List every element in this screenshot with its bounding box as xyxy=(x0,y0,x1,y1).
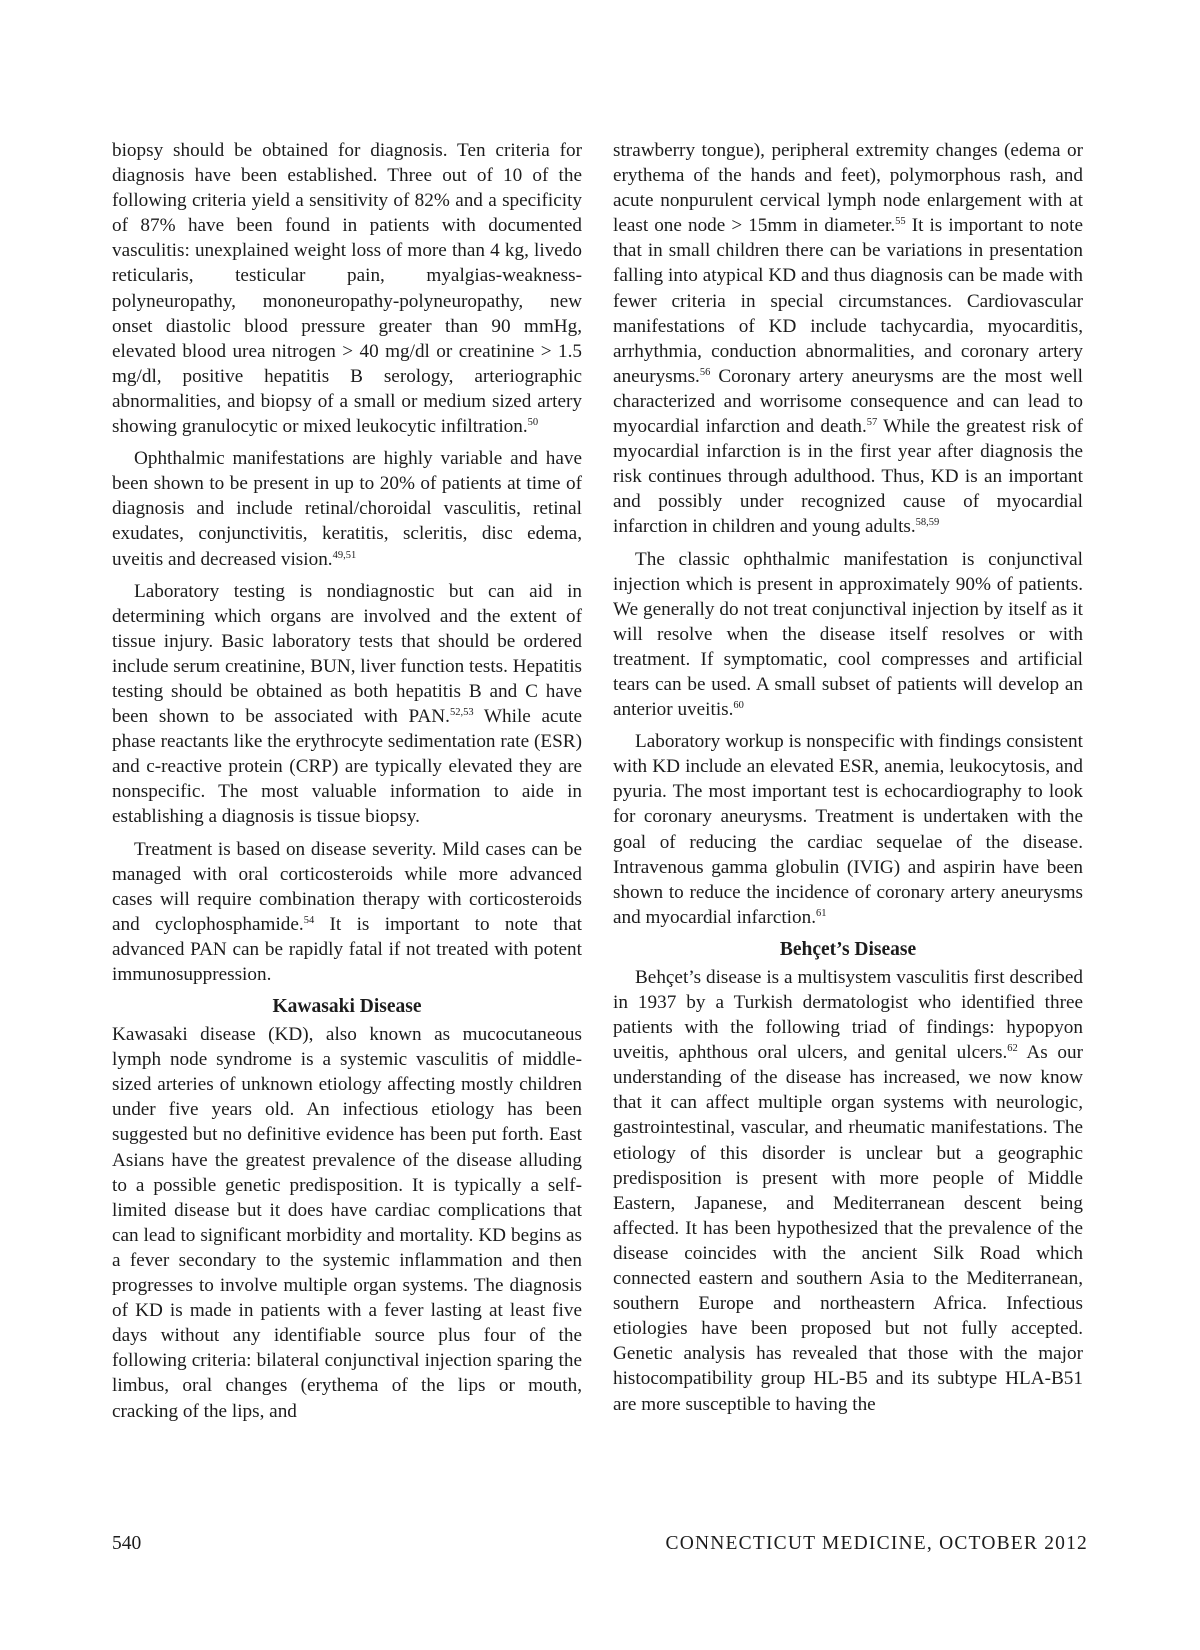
paragraph-text: Treatment is based on disease severity. Mild cases can be managed with oral corticosteroids while more advanced cases will require combination therapy with corticosteroids and cyclophosphamide. xyxy=(112,838,582,935)
paragraph-kawasaki-laboratory xyxy=(613,729,1083,930)
citation-ref: 50 xyxy=(527,417,539,429)
paragraph-kawasaki-intro xyxy=(112,1022,582,1424)
paragraph-text: Kawasaki disease (KD), also known as mucocutaneous lymph node syndrome is a systemic vasculitis of middle-sized arteries of unknown etiology affecting mostly children under five years old. An infectious etiology has been suggested but no definitive evidence has been put forth. East Asians have the greatest prevalence of the disease alluding to a possible genetic predisposition. It is typically a self-limited disease but it does have cardiac complications that can lead to significant morbidity and mortality. KD begins as a fever secondary to the systemic inflammation and then progresses to involve multiple organ systems. The diagnosis of KD is made in patients with a fever lasting at least five days without any identifiable source plus four of the following criteria: bilateral conjunctival injection sparing the limbus, oral changes (erythema of the lips or mouth, cracking of the lips, and xyxy=(112,1024,582,1422)
paragraph-text: Coronary artery aneurysms are the most well characterized and worrisome consequence and can lead to myocardial infarction and death. xyxy=(613,365,1083,438)
citation-ref: 61 xyxy=(816,907,827,919)
paragraph-kawasaki-criteria xyxy=(613,138,1083,540)
citation-ref: 62 xyxy=(1007,1043,1018,1055)
paragraph-text: strawberry tongue), peripheral extremity changes (edema or erythema of the hands and feet), polymorphous rash, and acute nonpurulent cervical lymph node enlargement with at least one node > 15mm in diameter. xyxy=(613,140,1083,237)
citation-ref: 58,59 xyxy=(915,517,940,529)
citation-ref: 49,51 xyxy=(332,549,357,561)
paragraph-text: While acute phase reactants like the erythrocyte sedimentation rate (ESR) and c-reactive protein (CRP) are typically elevated they are nonspecific. The most valuable information to aide in establishing a diagnosis is tissue biopsy. xyxy=(112,706,582,828)
paragraph-text: It is important to note that advanced PAN can be rapidly fatal if not treated with potent immunosuppression. xyxy=(112,913,582,985)
paragraph-kawasaki-ophthalmic xyxy=(613,547,1083,723)
journal-footer: CONNECTICUT MEDICINE, OCTOBER 2012 xyxy=(665,1533,1088,1554)
paragraph-pan-criteria xyxy=(112,138,582,439)
paragraph-text: Laboratory workup is nonspecific with findings consistent with KD include an elevated ESR, anemia, leukocytosis, and pyuria. The most important test is echocardiography to look for coronary aneurysms. Treatment is undertaken with the goal of reducing the cardiac sequelae of the disease. Intravenous gamma globulin (IVIG) and aspirin have been shown to reduce the incidence of coronary artery aneurysms and myocardial infarction. xyxy=(613,731,1083,928)
citation-ref: 52,53 xyxy=(449,707,474,719)
paragraph-text: biopsy should be obtained for diagnosis. Ten criteria for diagnosis have been established. Three out of 10 of the following criteria yield a sensitivity of 82% and a specificity of 87% have been found in patients with documented vasculitis: unexplained weight loss of more than 4 kg, livedo reticularis, testicular pain, myalgias-weakness-polyneuropathy, mononeuropathy-polyneuropathy, new onset diastolic blood pressure greater than 90 mmHg, elevated blood urea nitrogen > 40 mg/dl or creatinine > 1.5 mg/dl, positive hepatitis B serology, arteriographic abnormalities, and biopsy of a small or medium sized artery showing granulocytic or mixed leukocytic infiltration. xyxy=(112,140,582,438)
citation-ref: 55 xyxy=(895,216,906,228)
paragraph-text: While the greatest risk of myocardial infarction is in the first year after diagnosis the risk continues through adulthood. Thus, KD is an important and possibly under recognized cause of myocardial infarction in children and young adults. xyxy=(613,416,1083,538)
citation-ref: 57 xyxy=(866,417,878,429)
section-heading-kawasaki: Kawasaki Disease xyxy=(272,996,422,1018)
section-heading-behcet: Behçet’s Disease xyxy=(779,938,917,960)
citation-ref: 56 xyxy=(699,366,711,378)
paragraph-behcet-intro xyxy=(613,965,1083,1417)
right-column xyxy=(613,138,1083,1424)
citation-ref: 54 xyxy=(303,914,315,926)
citation-ref: 60 xyxy=(733,700,744,712)
paragraph-text: Laboratory testing is nondiagnostic but can aid in determining which organs are involved and the extent of tissue injury. Basic laboratory tests that should be ordered include serum creatinine, BUN, liver function tests. Hepatitis testing should be obtained as both hepatitis B and C have been shown to be associated with PAN. xyxy=(112,580,582,728)
page-number: 540 xyxy=(112,1533,142,1554)
paragraph-pan-treatment xyxy=(112,837,582,988)
paragraph-text: It is important to note that in small children there can be variations in presentation falling into atypical KD and thus diagnosis can be made with fewer criteria in special circumstances. Cardiovascular manifestations of KD include tachycardia, myocarditis, arrhythmia, conduction abnormalities, and coronary artery aneurysms. xyxy=(613,215,1083,387)
paragraph-text: As our understanding of the disease has increased, we now know that it can affect multiple organ systems with neurologic, gastrointestinal, vascular, and rheumatic manifestations. The etiology of this disorder is unclear but a geographic predisposition is present with more people of Middle Eastern, Japanese, and Mediterranean descent being affected. It has been hypothesized that the prevalence of the disease coincides with the ancient Silk Road which connected eastern and southern Asia to the Mediterranean, southern Europe and northeastern Africa. Infectious etiologies have been proposed but not fully accepted. Genetic analysis has revealed that those with the major histocompatibility group HL-B5 and its subtype HLA-B51 are more susceptible to having the xyxy=(613,1042,1083,1415)
left-column xyxy=(112,138,582,1431)
paragraph-text: The classic ophthalmic manifestation is conjunctival injection which is present in approximately 90% of patients. We generally do not treat conjunctival injection by itself as it will resolve when the disease itself resolves or with treatment. If symptomatic, cool compresses and artificial tears can be used. A small subset of patients will develop an anterior uveitis. xyxy=(613,548,1083,721)
paragraph-pan-laboratory xyxy=(112,579,582,830)
paragraph-text: Behçet’s disease is a multisystem vasculitis first described in 1937 by a Turkish dermatologist who identified three patients with the following triad of findings: hypopyon uveitis, aphthous oral ulcers, and genital ulcers. xyxy=(613,966,1083,1064)
paragraph-text: Ophthalmic manifestations are highly variable and have been shown to be present in up to 20% of patients at time of diagnosis and include retinal/choroidal vasculitis, retinal exudates, conjunctivitis, keratitis, scleritis, disc edema, uveitis and decreased vision. xyxy=(112,448,582,570)
paragraph-pan-ophthalmic xyxy=(112,446,582,571)
